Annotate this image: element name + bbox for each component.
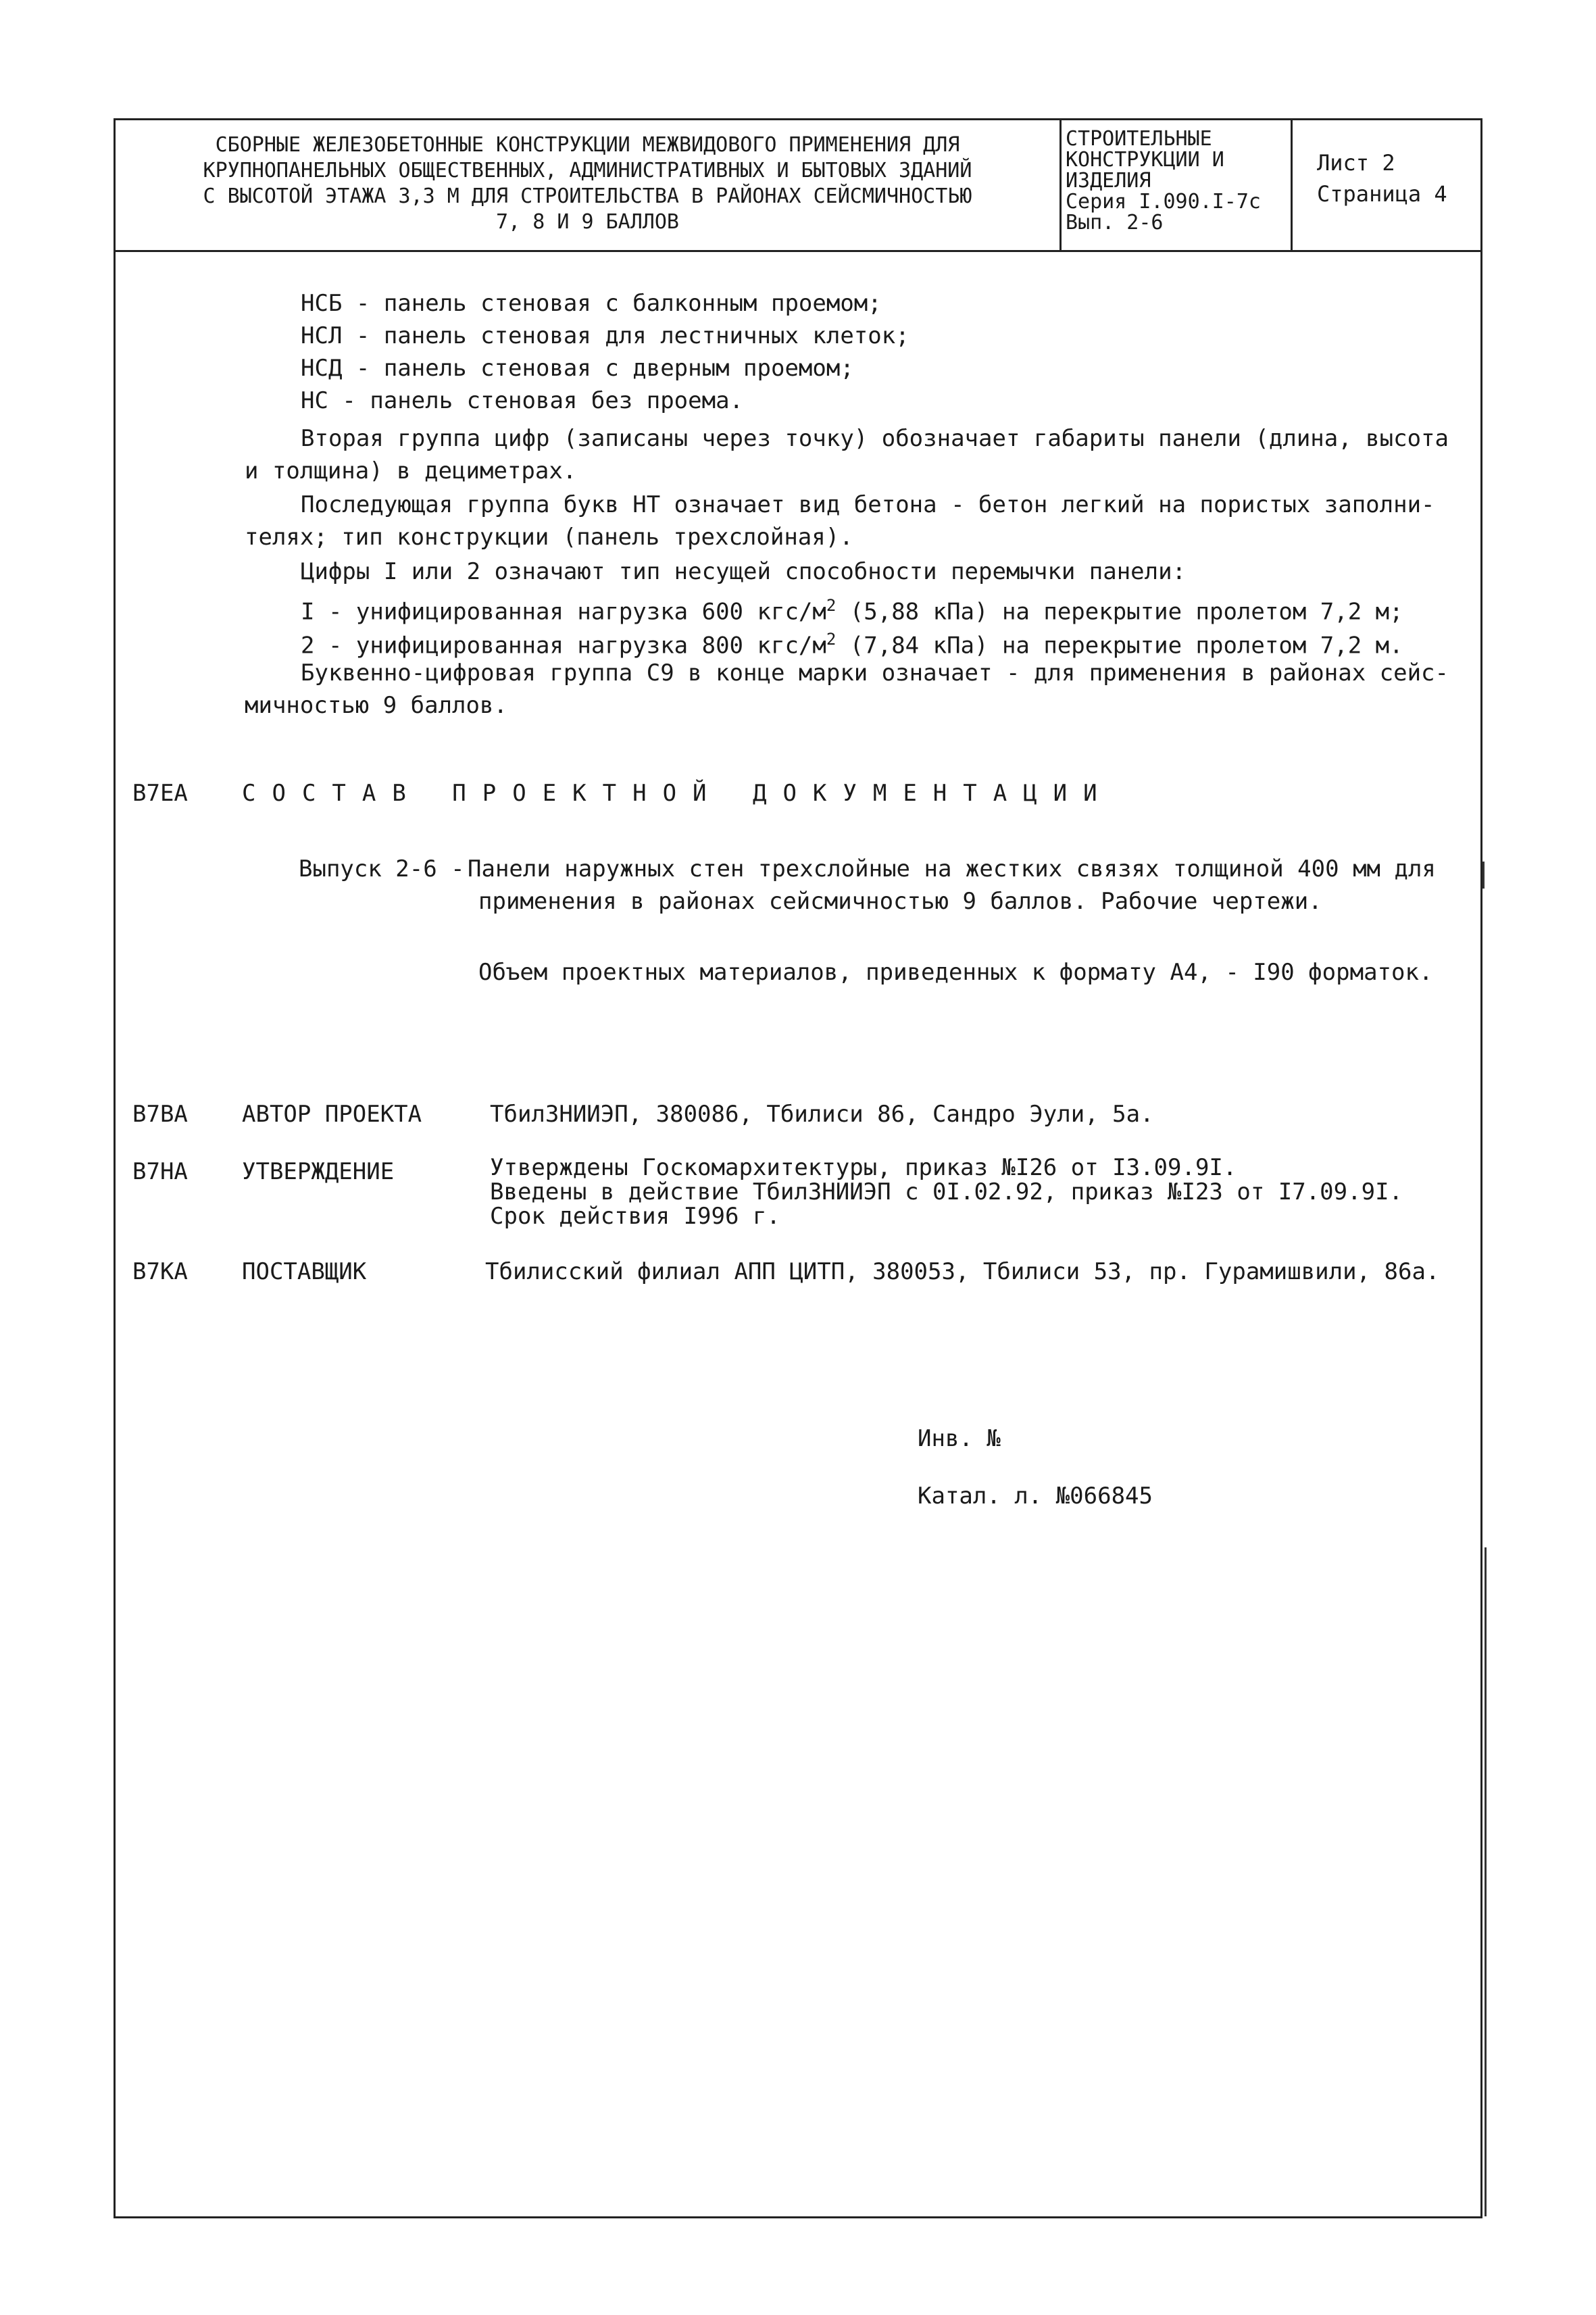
- text-line: НСБ - панель стеновая с балконным проемом;: [301, 290, 882, 317]
- volume-text: Объем проектных материалов, приведенных к формату А4, - I90 форматок.: [478, 959, 1433, 986]
- text-line: и толщина) в дециметрах.: [245, 457, 577, 484]
- field-value: ТбилЗНИИЭП, 380086, Тбилиси 86, Сандро Эули, 5а.: [490, 1101, 1154, 1128]
- text-line: Буквенно-цифровая группа С9 в конце марки означает - для применения в районах сейс-: [301, 659, 1449, 687]
- field-value: Срок действия I996 г.: [490, 1203, 780, 1230]
- margin-mark: [1482, 862, 1485, 889]
- text-fragment: 2 - унифицированная нагрузка 800 кгс/м: [301, 632, 826, 659]
- title-block: [116, 120, 1480, 252]
- issue-label: Выпуск 2-6 -: [299, 855, 465, 882]
- field-code: В7КА: [132, 1258, 188, 1285]
- text-fragment: (5,88 кПа) на перекрытие пролетом 7,2 м;: [836, 598, 1403, 626]
- text-line: Цифры I или 2 означают тип несущей способности перемычки панели:: [301, 558, 1187, 585]
- title-line: СБОРНЫЕ ЖЕЛЕЗОБЕТОННЫЕ КОНСТРУКЦИИ МЕЖВИДОВОГО ПРИМЕНЕНИЯ ДЛЯ: [215, 133, 960, 157]
- text-line: Последующая группа букв НТ означает вид бетона - бетон легкий на пористых заполни-: [301, 491, 1435, 518]
- field-code: В7ВА: [132, 1101, 188, 1128]
- title-line: С ВЫСОТОЙ ЭТАЖА 3,3 М ДЛЯ СТРОИТЕЛЬСТВА В РАЙОНАХ СЕЙСМИЧНОСТЬЮ: [203, 184, 972, 208]
- superscript: 2: [826, 596, 837, 615]
- series-number: Серия I.090.I-7с: [1066, 190, 1261, 214]
- series-line: СТРОИТЕЛЬНЫЕ: [1066, 127, 1212, 151]
- text-fragment: (7,84 кПа) на перекрытие пролетом 7,2 м.: [836, 632, 1403, 659]
- text-line: НСЛ - панель стеновая для лестничных клеток;: [301, 322, 909, 349]
- title-line: 7, 8 И 9 БАЛЛОВ: [496, 210, 679, 234]
- text-line: мичностью 9 баллов.: [245, 692, 507, 719]
- sheet-cell: [1293, 120, 1485, 250]
- series-line: ИЗДЕЛИЯ: [1066, 169, 1151, 193]
- field-label: УТВЕРЖДЕНИЕ: [242, 1158, 395, 1185]
- load-line-1: [301, 589, 1403, 628]
- issue-number: Вып. 2-6: [1066, 211, 1164, 234]
- field-code: В7НА: [132, 1158, 188, 1185]
- section-code: В7ЕА: [132, 780, 188, 807]
- field-value: Введены в действие ТбилЗНИИЭП с 0I.02.92, приказ №I23 от I7.09.9I.: [490, 1178, 1403, 1205]
- text-line: НС - панель стеновая без проема.: [301, 387, 744, 414]
- catalog-number: Катал. л. №066845: [918, 1483, 1153, 1510]
- field-label: ПОСТАВЩИК: [242, 1258, 367, 1285]
- title-line: КРУПНОПАНЕЛЬНЫХ ОБЩЕСТВЕННЫХ, АДМИНИСТРАТИВНЫХ И БЫТОВЫХ ЗДАНИЙ: [203, 159, 972, 182]
- series-cell: [1062, 120, 1293, 250]
- field-value: Тбилисский филиал АПП ЦИТП, 380053, Тбилиси 53, пр. Гурамишвили, 86а.: [485, 1258, 1440, 1285]
- section-title: СОСТАВ ПРОЕКТНОЙ ДОКУМЕНТАЦИИ: [242, 780, 1114, 807]
- text-fragment: I - унифицированная нагрузка 600 кгс/м: [301, 598, 826, 626]
- field-value: Утверждены Госкомархитектуры, приказ №I26 от I3.09.9I.: [490, 1154, 1237, 1181]
- text-line: телях; тип конструкции (панель трехслойная).: [245, 524, 853, 551]
- inventory-number: Инв. №: [918, 1425, 1001, 1452]
- load-line-2: [301, 623, 1403, 662]
- page-number: Страница 4: [1317, 181, 1447, 207]
- series-line: КОНСТРУКЦИИ И: [1066, 148, 1224, 172]
- text-line: НСД - панель стеновая с дверным проемом;: [301, 355, 854, 382]
- text-line: Вторая группа цифр (записаны через точку) обозначает габариты панели (длина, высота: [301, 425, 1449, 452]
- sheet-number: Лист 2: [1317, 150, 1395, 176]
- superscript: 2: [826, 630, 837, 649]
- margin-line: [1485, 1547, 1487, 2216]
- document-title: [116, 120, 1062, 250]
- field-label: АВТОР ПРОЕКТА: [242, 1101, 422, 1128]
- issue-description: применения в районах сейсмичностью 9 баллов. Рабочие чертежи.: [478, 888, 1322, 915]
- issue-description: Панели наружных стен трехслойные на жестких связях толщиной 400 мм для: [468, 855, 1436, 882]
